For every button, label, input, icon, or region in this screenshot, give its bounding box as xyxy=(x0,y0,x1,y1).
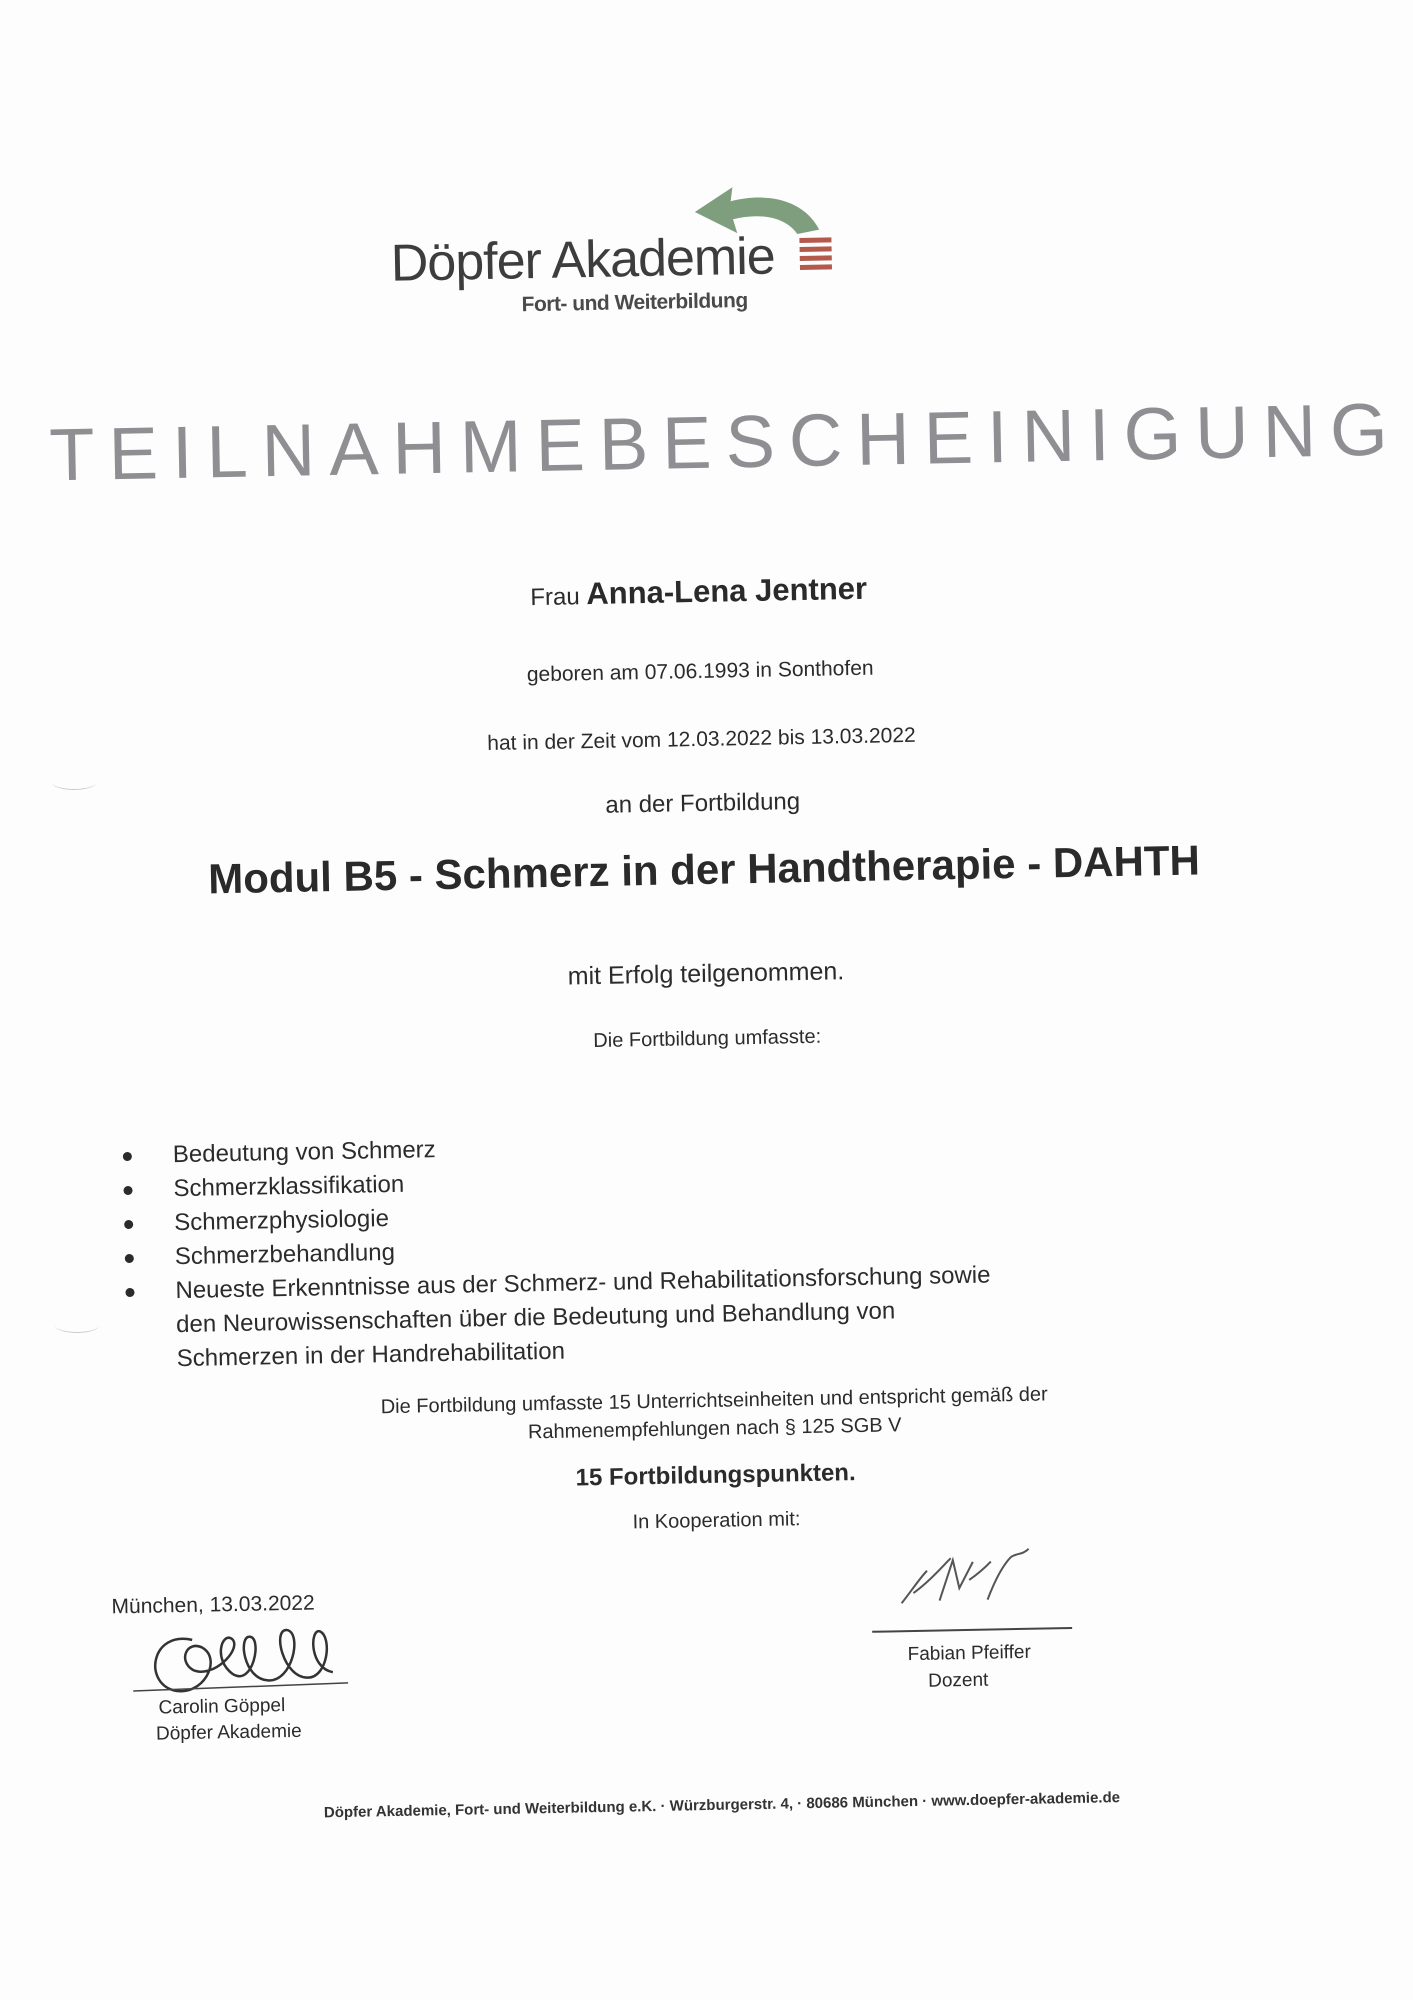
footer-address: Döpfer Akademie, Fort- und Weiterbildung e.K. · Würzburgerstr. 4, · 80686 München · www.doepfer-akademie.de xyxy=(323,1789,1121,1822)
bullet-icon xyxy=(125,1288,134,1297)
bullet-icon xyxy=(123,1186,132,1195)
certificate-heading: TEILNAHMEBESCHEINIGUNG xyxy=(48,387,1403,497)
recipient-name: Anna-Lena Jentner xyxy=(585,570,868,612)
units-line-2: Rahmenempfehlungen nach § 125 SGB V xyxy=(527,1414,902,1444)
list-item: Schmerzbehandlung xyxy=(117,1223,1067,1275)
place-date: München, 13.03.2022 xyxy=(111,1591,315,1619)
content-intro: Die Fortbildung umfasste: xyxy=(593,1025,822,1053)
signature-line xyxy=(872,1627,1072,1633)
birth-info: geboren am 07.06.1993 in Sonthofen xyxy=(526,656,874,687)
bullet-icon xyxy=(123,1152,132,1161)
list-item: Schmerzklassifikation xyxy=(115,1155,1065,1207)
list-item: Schmerzphysiologie xyxy=(116,1189,1066,1241)
units-line-1: Die Fortbildung umfasste 15 Unterrichtseinheiten und entspricht gemäß der xyxy=(380,1383,1048,1419)
list-item: Neueste Erkenntnisse aus der Schmerz- und Rehabilitationsforschung sowie den Neurowissenschaften über die Bedeutung und Behandlung von Schmerzen in der Handrehabilitation xyxy=(117,1258,1017,1377)
course-intro: an der Fortbildung xyxy=(605,788,801,819)
recipient-line xyxy=(0,560,1405,623)
signer-left-organization: Döpfer Akademie xyxy=(155,1720,302,1745)
cooperation-label: In Kooperation mit: xyxy=(632,1508,801,1534)
salutation: Frau xyxy=(530,583,580,612)
signer-left-name: Carolin Göppel xyxy=(158,1695,286,1719)
list-item: Bedeutung von Schmerz xyxy=(115,1121,1065,1173)
topic-list xyxy=(115,1121,1069,1377)
signature-right xyxy=(890,1539,1042,1622)
signer-right-role: Dozent xyxy=(927,1669,989,1692)
logo-name: Döpfer Akademie xyxy=(390,227,776,293)
credit-points: 15 Fortbildungspunkten. xyxy=(575,1459,856,1492)
logo-subtitle: Fort- und Weiterbildung xyxy=(521,288,748,317)
course-title: Modul B5 - Schmerz in der Handtherapie - DAHTH xyxy=(207,836,1201,903)
signer-right-name: Fabian Pfeiffer xyxy=(907,1641,1032,1666)
course-period: hat in der Zeit vom 12.03.2022 bis 13.03.2022 xyxy=(487,723,916,756)
success-statement: mit Erfolg teilgenommen. xyxy=(567,957,845,991)
bullet-icon xyxy=(125,1254,134,1263)
bullet-icon xyxy=(124,1220,133,1229)
